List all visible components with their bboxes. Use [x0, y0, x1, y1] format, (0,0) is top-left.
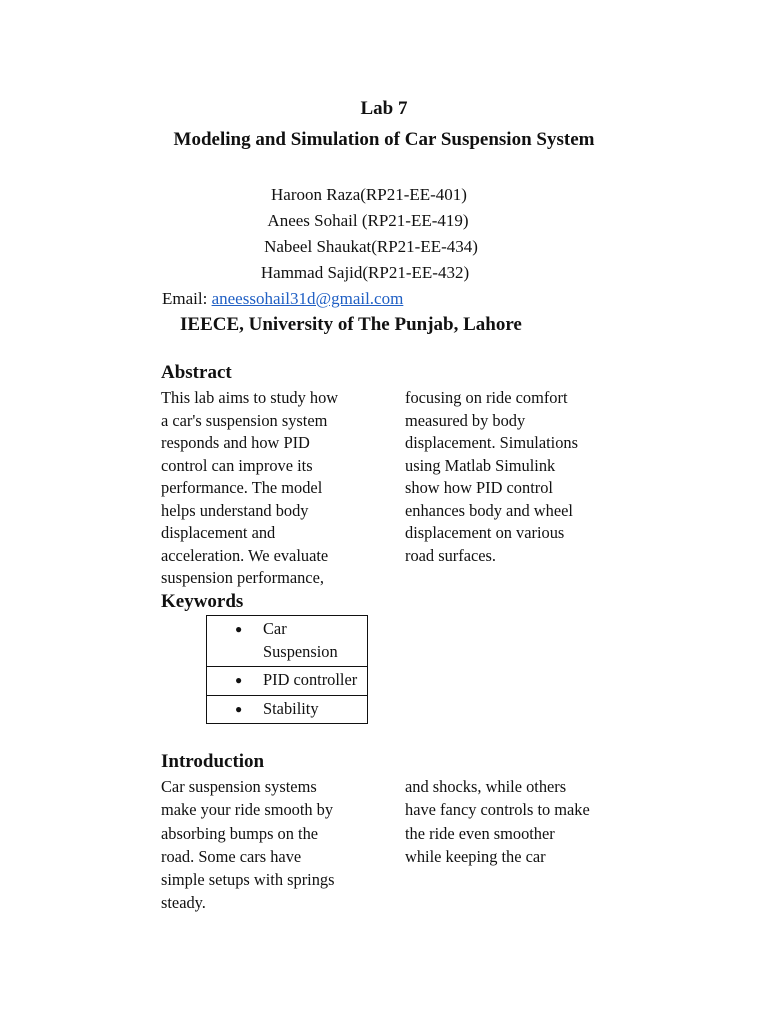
- email-link[interactable]: aneessohail31d@gmail.com: [211, 289, 404, 308]
- table-cell: [207, 695, 368, 724]
- email-line: [162, 289, 403, 309]
- keyword-text: PID controller: [263, 670, 358, 689]
- text-line: absorbing bumps on the: [161, 823, 319, 843]
- email-label: Email:: [162, 289, 212, 308]
- lab-number: Lab 7: [360, 98, 408, 119]
- text-line: displacement on various: [405, 523, 565, 542]
- text-line: simple setups with springs: [161, 870, 335, 890]
- text-line: using Matlab Simulink: [405, 455, 556, 475]
- affiliation: IEECE, University of The Punjab, Lahore: [180, 314, 522, 335]
- text-line: road surfaces.: [405, 545, 497, 565]
- text-line: enhances body and wheel: [405, 500, 573, 520]
- text-line: responds and how PID: [161, 433, 310, 452]
- abstract-heading: Abstract: [161, 362, 232, 383]
- keyword-text: Suspension: [263, 641, 338, 661]
- text-line: Car suspension systems: [161, 777, 317, 796]
- text-line: focusing on ride comfort: [405, 388, 568, 407]
- bullet-icon: ●: [235, 701, 243, 716]
- text-line: the ride even smoother: [405, 823, 555, 843]
- text-line: control can improve its: [161, 455, 313, 475]
- text-line: This lab aims to study how: [161, 388, 339, 407]
- introduction-left-column: [161, 775, 361, 915]
- author-name: Haroon Raza(RP21-EE-401): [271, 185, 467, 204]
- paper-title: Modeling and Simulation of Car Suspension System: [173, 129, 595, 150]
- abstract-left-column: [161, 387, 361, 590]
- keywords-table: [206, 615, 368, 724]
- text-line: show how PID control: [405, 478, 553, 497]
- table-row: [207, 616, 368, 667]
- introduction-right-column: [405, 775, 615, 868]
- text-line: steady.: [161, 893, 206, 913]
- text-line: performance. The model: [161, 478, 323, 497]
- text-line: displacement. Simulations: [405, 433, 578, 452]
- table-cell: [207, 667, 368, 696]
- author-name: Anees Sohail (RP21-EE-419): [267, 211, 469, 230]
- keywords-heading: Keywords: [161, 591, 244, 612]
- abstract-right-column: [405, 387, 605, 567]
- text-line: measured by body: [405, 410, 526, 430]
- author-name: Nabeel Shaukat(RP21-EE-434): [264, 237, 478, 256]
- author-name: Hammad Sajid(RP21-EE-432): [260, 263, 470, 282]
- table-row: [207, 695, 368, 724]
- text-line: make your ride smooth by: [161, 800, 334, 820]
- introduction-heading: Introduction: [161, 751, 265, 772]
- text-line: and shocks, while others: [405, 777, 567, 796]
- text-line: helps understand body: [161, 500, 309, 520]
- author-list: [164, 182, 604, 286]
- text-line: while keeping the car: [405, 846, 546, 866]
- text-line: have fancy controls to make: [405, 800, 590, 820]
- table-cell: [207, 616, 368, 667]
- bullet-icon: ●: [235, 673, 243, 687]
- text-line: a car's suspension system: [161, 410, 328, 430]
- text-line: suspension performance,: [161, 568, 324, 587]
- table-row: [207, 667, 368, 696]
- keyword-text: Car: [263, 619, 287, 638]
- text-line: road. Some cars have: [161, 846, 302, 866]
- text-line: acceleration. We evaluate: [161, 545, 329, 565]
- text-line: displacement and: [161, 523, 276, 542]
- keyword-text: Stability: [263, 698, 319, 718]
- bullet-icon: ●: [235, 622, 243, 636]
